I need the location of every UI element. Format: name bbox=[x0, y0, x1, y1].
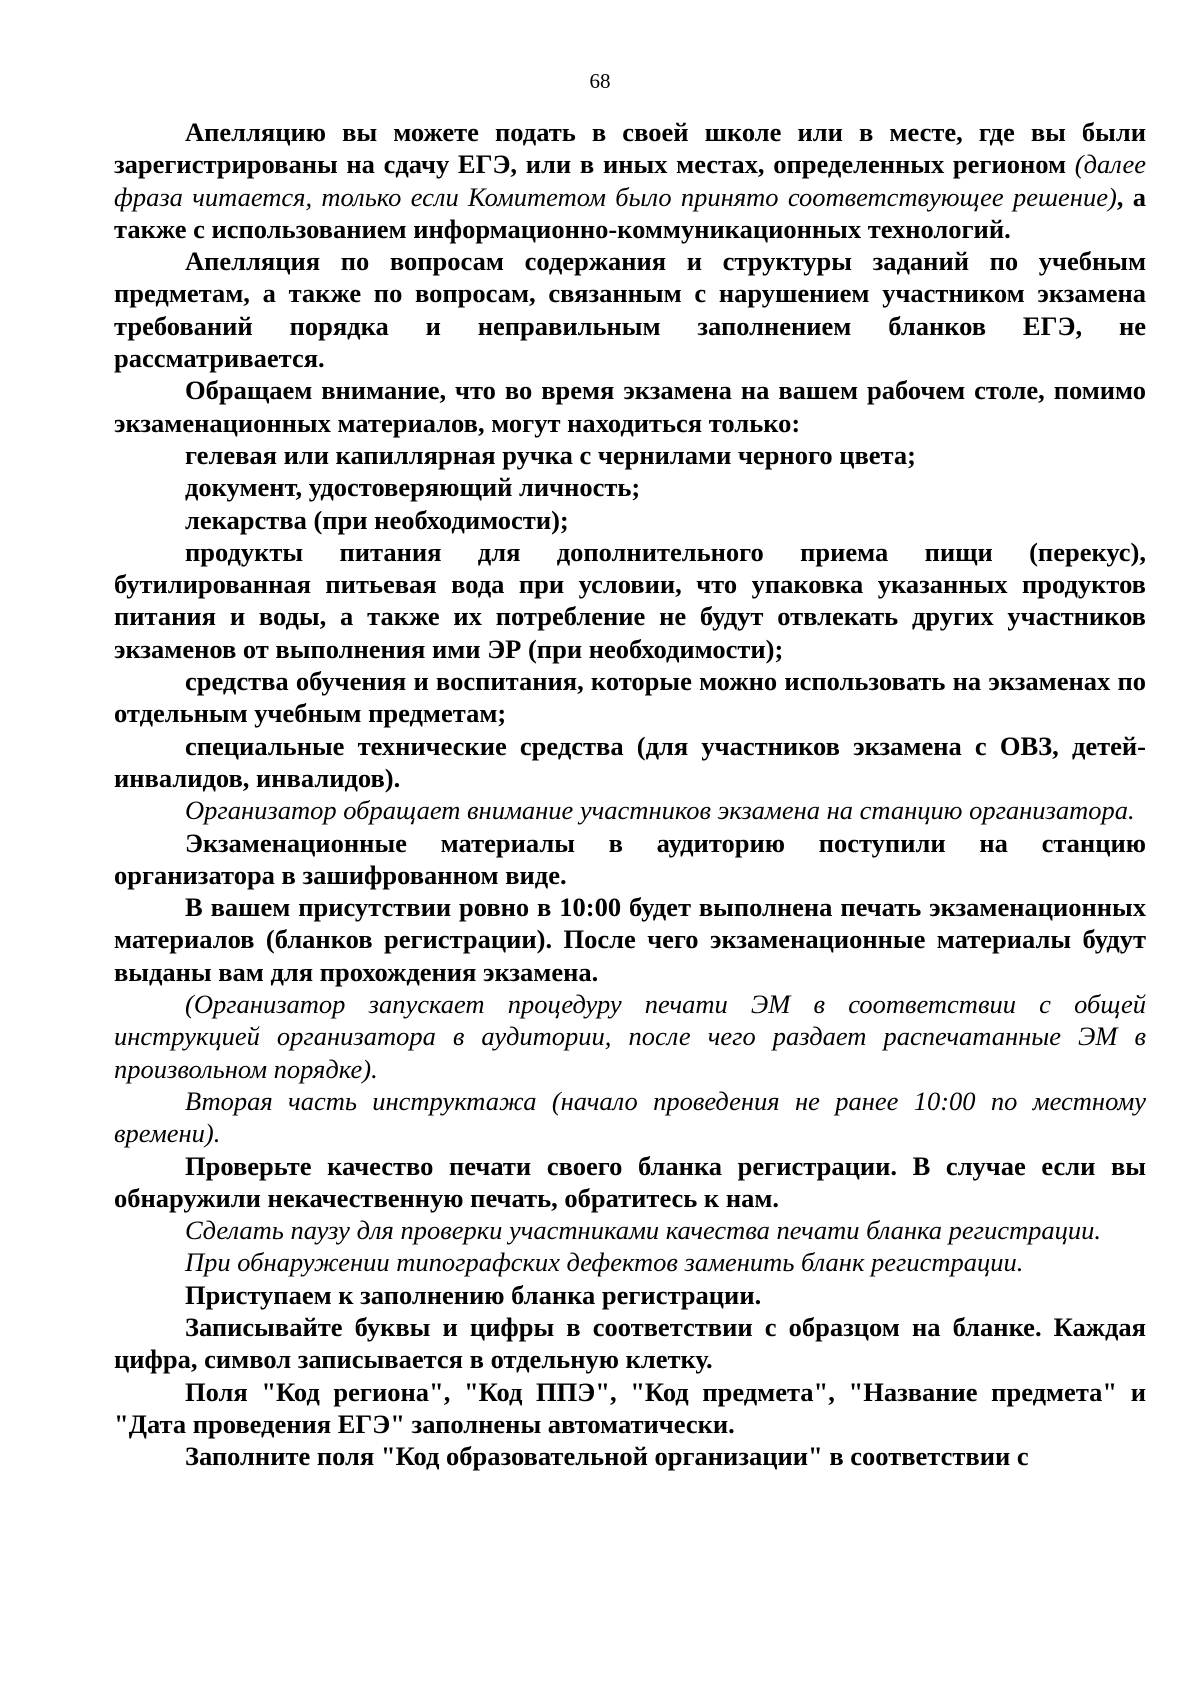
printing-time-paragraph: В вашем присутствии ровно в 10:00 будет выполнена печать экзаменационных материалов (бланков регистрации). После чего экзаменационные материалы будут выданы вам для прохождения экзамена. bbox=[114, 892, 1146, 987]
appeal-note-italic: (далее фраза читается, только если Комитетом было принято соответствующее решение) bbox=[114, 149, 1146, 212]
list-item-food-water: продукты питания для дополнительного приема пищи (перекус), бутилированная питьевая вода при условии, что упаковка указанных продуктов питания и воды, а также их потребление не будут отвлекать других участников экзаменов от выполнения ими ЭР (при необходимости); bbox=[114, 536, 1146, 664]
auto-filled-fields-paragraph: Поля "Код региона", "Код ППЭ", "Код предмета", "Название предмета" и "Дата проведения ЕГЭ" заполнены автоматически. bbox=[114, 1376, 1146, 1439]
organizer-note-station: Организатор обращает внимание участников экзамена на станцию организатора. bbox=[185, 795, 1135, 826]
materials-encrypted-paragraph: Экзаменационные материалы в аудиторию поступили на станцию организатора в зашифрованном виде. bbox=[114, 827, 1146, 890]
fill-org-code-paragraph: Заполните поля "Код образовательной организации" в соответствии с bbox=[185, 1441, 1029, 1472]
replace-form-note: При обнаружении типографских дефектов заменить бланк регистрации. bbox=[185, 1247, 1024, 1278]
appeal-text-end: , а также с использованием информационно-коммуникационных технологий. bbox=[114, 181, 1147, 244]
list-item-special-equipment: специальные технические средства (для участников экзамена с ОВЗ, детей-инвалидов, инвалидов). bbox=[114, 730, 1146, 793]
document-body bbox=[114, 116, 1146, 1472]
appeal-not-considered-paragraph: Апелляция по вопросам содержания и структуры заданий по учебным предметам, а также по вопросам, связанным с нарушением участником экзамена требований порядка и неправильным заполнением бланков ЕГЭ, не рассматривается. bbox=[114, 246, 1146, 374]
list-item-medicine: лекарства (при необходимости); bbox=[185, 504, 569, 535]
appeal-text-start: Апелляцию вы можете подать в своей школе или в месте, где вы были зарегистрированы на сдачу ЕГЭ, или в иных местах, определенных регионом bbox=[114, 117, 1146, 180]
desk-items-intro-paragraph: Обращаем внимание, что во время экзамена на вашем рабочем столе, помимо экзаменационных материалов, могут находиться только: bbox=[114, 375, 1146, 438]
list-item-id-document: документ, удостоверяющий личность; bbox=[185, 472, 641, 503]
check-print-quality-paragraph: Проверьте качество печати своего бланка регистрации. В случае если вы обнаружили некачественную печать, обратитесь к нам. bbox=[114, 1150, 1146, 1213]
start-filling-paragraph: Приступаем к заполнению бланка регистрации. bbox=[185, 1279, 762, 1310]
instruction-part-two-note: Вторая часть инструктажа (начало проведения не ранее 10:00 по местному времени). bbox=[114, 1085, 1146, 1149]
list-item-learning-aids: средства обучения и воспитания, которые можно использовать на экзаменах по отдельным учебным предметам; bbox=[114, 666, 1146, 729]
list-item-pen: гелевая или капиллярная ручка с чернилами черного цвета; bbox=[185, 439, 916, 470]
appeal-paragraph bbox=[114, 116, 1146, 245]
write-letters-paragraph: Записывайте буквы и цифры в соответствии с образцом на бланке. Каждая цифра, символ записывается в отдельную клетку. bbox=[114, 1311, 1146, 1375]
page-number: 68 bbox=[589, 69, 611, 93]
organizer-note-printing: (Организатор запускает процедуру печати ЭМ в соответствии с общей инструкцией организатора в аудитории, после чего раздает распечатанные ЭМ в произвольном порядке). bbox=[114, 989, 1146, 1084]
pause-note: Сделать паузу для проверки участниками качества печати бланка регистрации. bbox=[185, 1215, 1102, 1246]
